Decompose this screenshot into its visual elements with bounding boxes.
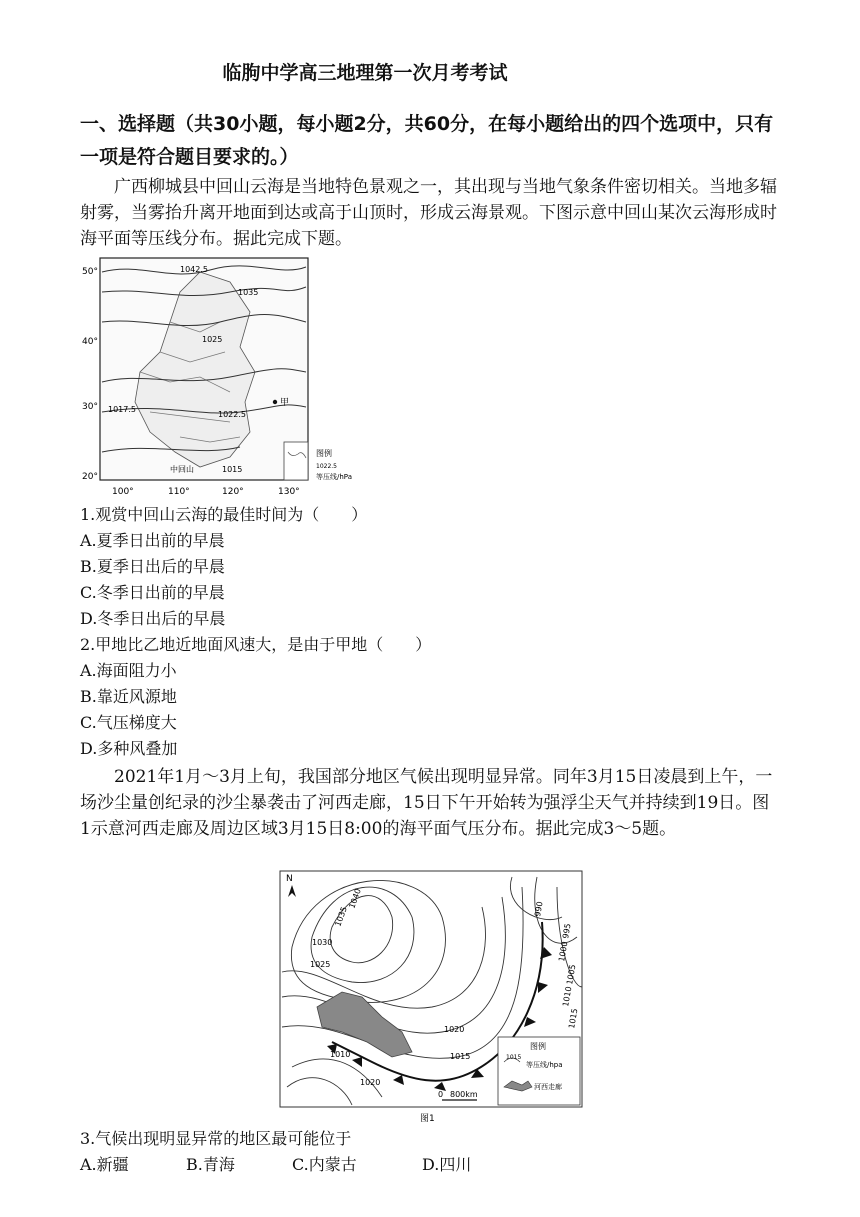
isobar-label: 990	[533, 900, 545, 918]
lat-label: 40°	[82, 337, 98, 347]
page-title: 临朐中学高三地理第一次月考考试	[222, 62, 508, 84]
isobar-label: 1020	[444, 1025, 465, 1034]
legend-corridor: 河西走廊	[534, 1083, 562, 1091]
question-1-option: A.夏季日出前的早晨	[80, 531, 225, 550]
question-1-option: C.冬季日出前的早晨	[80, 583, 225, 602]
question-2-option: C.气压梯度大	[80, 713, 177, 732]
lon-label: 110°	[168, 487, 190, 497]
passage-2: 2021年1月～3月上旬，我国部分地区气候出现明显异常。同年3月15日凌晨到上午，一场沙尘量创纪录的沙尘暴袭击了河西走廊，15日下午开始转为强浮尘天气并持续到19日。图1示意河西走廊及周边区域3月15日8:00的海平面气压分布。据此完成3～5题。	[80, 767, 773, 839]
isobar-label: 1035	[238, 288, 259, 297]
isobar-label: 1020	[360, 1078, 381, 1087]
north-label: N	[286, 874, 293, 884]
question-1-stem: 1.观赏中回山云海的最佳时间为（ ）	[80, 505, 368, 524]
scale-text: 800km	[450, 1090, 478, 1099]
isobar-label: 1025	[310, 960, 331, 969]
isobar-label: 1042.5	[180, 265, 208, 274]
isobar-label: 1022.5	[218, 410, 246, 419]
isobar-label: 1015	[567, 1007, 580, 1030]
question-1-option: B.夏季日出后的早晨	[80, 557, 225, 576]
question-1-option: D.冬季日出后的早晨	[80, 609, 226, 628]
question-3-option: A.新疆	[80, 1155, 129, 1174]
isobar-label: 1000	[557, 940, 570, 963]
isobar-label: 1015	[222, 465, 243, 474]
question-2-option: A.海面阻力小	[80, 661, 177, 680]
isobar-label: 1015	[450, 1052, 471, 1061]
isobar-map-2	[272, 867, 590, 1125]
legend-title: 图例	[316, 449, 332, 458]
question-3-option: B.青海	[186, 1155, 235, 1174]
passage-1: 广西柳城县中回山云海是当地特色景观之一，其出现与当地气象条件密切相关。当地多辐射雾，当雾抬升离开地面到达或高于山顶时，形成云海景观。下图示意中回山某次云海形成时海平面等压线分布。据此完成下题。	[80, 177, 777, 249]
question-3-stem: 3.气候出现明显异常的地区最可能位于	[80, 1129, 352, 1148]
question-2-option: D.多种风叠加	[80, 739, 178, 758]
lon-label: 100°	[112, 487, 134, 497]
question-3-option: C.内蒙古	[292, 1155, 357, 1174]
isobar-label: 1010	[561, 985, 574, 1008]
isobar-label: 1030	[312, 938, 333, 947]
lon-label: 130°	[278, 487, 300, 497]
isobar-label: 1010	[330, 1050, 351, 1059]
figure-caption: 图1	[420, 1114, 435, 1124]
place-jia: 甲	[280, 398, 290, 408]
lat-label: 20°	[82, 472, 98, 482]
lat-label: 50°	[82, 267, 98, 277]
legend-title: 图例	[530, 1042, 546, 1051]
question-2-option: B.靠近风源地	[80, 687, 177, 706]
isobar-label: 995	[561, 922, 573, 940]
isobar-map-1	[80, 252, 362, 499]
isobar-label: 1005	[565, 963, 578, 986]
isobar-label: 1035	[333, 905, 349, 928]
lat-label: 30°	[82, 402, 98, 412]
isobar-label: 1040	[347, 887, 363, 910]
legend-sample: 1022.5	[316, 463, 337, 470]
question-3-options	[80, 1153, 471, 1177]
isobar-label: 1017.5	[108, 405, 136, 414]
scale-zero: 0	[438, 1090, 444, 1099]
legend-text: 等压线/hPa	[316, 473, 352, 481]
question-2-stem: 2.甲地比乙地近地面风速大，是由于甲地（ ）	[80, 635, 432, 654]
legend-isobar-sample: 1015	[506, 1054, 522, 1061]
question-3-option: D.四川	[422, 1155, 472, 1174]
section-heading: 一、选择题（共30小题，每小题2分，共60分，在每小题给出的四个选项中，只有一项是符合题目要求的。）	[80, 113, 774, 168]
isobar-label: 1025	[202, 335, 223, 344]
lon-label: 120°	[222, 487, 244, 497]
legend-isobar: 等压线/hpa	[526, 1061, 563, 1069]
place-zhonghuishan: 中回山	[170, 465, 194, 474]
